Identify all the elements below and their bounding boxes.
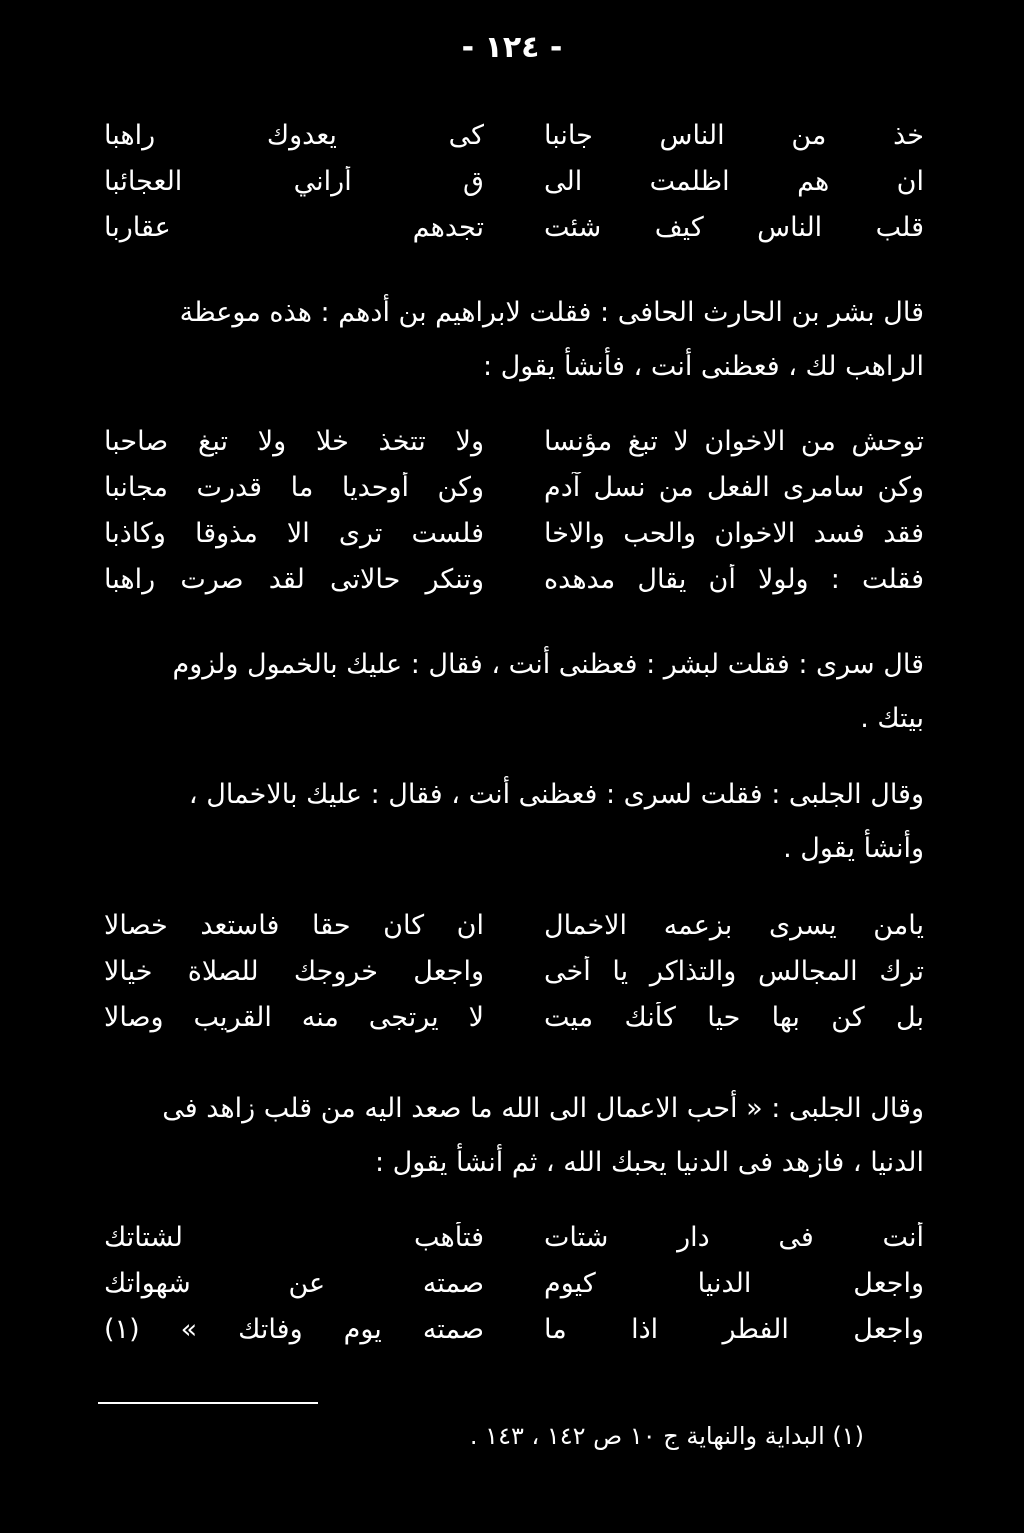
second-hemistich: لا يرتجى منه القريب وصالا <box>104 1001 484 1033</box>
second-hemistich: كى يعدوك راهبا <box>104 119 484 151</box>
text-line: قال سرى : فقلت لبشر : فعظنى أنت ، فقال : عليك بالخمول ولزوم <box>172 649 924 680</box>
verse <box>104 204 924 250</box>
page-number: - ١٢٤ - <box>461 30 563 65</box>
first-hemistich: ان هم اظلمت الى <box>544 165 924 197</box>
poem-1 <box>104 112 924 250</box>
second-hemistich: ولا تتخذ خلا ولا تبغ صاحبا <box>104 425 484 457</box>
text-line: وقال الجلبى : فقلت لسرى : فعظنى أنت ، فقال : عليك بالاخمال ، <box>188 779 924 810</box>
verse <box>104 1214 924 1260</box>
verse <box>104 1260 924 1306</box>
first-hemistich: فقلت : ولولا أن يقال مدهده <box>544 563 924 595</box>
footnote: (١) البداية والنهاية ج ١٠ ص ١٤٢ ، ١٤٣ . <box>469 1422 864 1450</box>
second-hemistich: واجعل خروجك للصلاة خيالا <box>104 955 484 987</box>
text-line: بيتك . <box>860 703 924 734</box>
paragraph-1 <box>94 286 924 394</box>
second-hemistich: ان كان حقا فاستعد خصالا <box>104 909 484 941</box>
second-hemistich: صمته يوم وفاتك » (١) <box>104 1313 484 1345</box>
verse <box>104 902 924 948</box>
verse <box>104 418 924 464</box>
verse <box>104 1306 924 1352</box>
first-hemistich: ترك المجالس والتذاكر يا أخى <box>544 955 924 987</box>
paragraph-2 <box>94 638 924 746</box>
verse <box>104 994 924 1040</box>
footnote-divider <box>98 1402 318 1404</box>
first-hemistich: واجعل الفطر اذا ما <box>544 1313 924 1345</box>
poem-2 <box>104 418 924 602</box>
text-line: الراهب لك ، فعظنى أنت ، فأنشأ يقول : <box>482 351 924 382</box>
text-line: قال بشر بن الحارث الحافى : فقلت لابراهيم بن أدهم : هذه موعظة <box>179 297 924 328</box>
first-hemistich: وكن سامرى الفعل من نسل آدم <box>544 471 924 503</box>
first-hemistich: يامن يسرى بزعمه الاخمال <box>544 909 924 941</box>
first-hemistich: واجعل الدنيا كيوم <box>544 1267 924 1299</box>
first-hemistich: فقد فسد الاخوان والحب والاخا <box>544 517 924 549</box>
poem-3 <box>104 902 924 1040</box>
first-hemistich: أنت فى دار شتات <box>544 1221 924 1253</box>
verse <box>104 464 924 510</box>
verse <box>104 556 924 602</box>
poem-4 <box>104 1214 924 1352</box>
first-hemistich: بل كن بها حيا كأنك ميت <box>544 1001 924 1033</box>
verse <box>104 158 924 204</box>
paragraph-4 <box>94 1082 924 1190</box>
second-hemistich: صمته عن شهواتك <box>104 1267 484 1299</box>
first-hemistich: توحش من الاخوان لا تبغ مؤنسا <box>544 425 924 457</box>
second-hemistich: فلست ترى الا مذوقا وكاذبا <box>104 517 484 549</box>
second-hemistich: تجدهم عقاربا <box>104 211 484 243</box>
second-hemistich: ق أراني العجائبا <box>104 165 484 197</box>
second-hemistich: وكن أوحديا ما قدرت مجانبا <box>104 471 484 503</box>
verse <box>104 948 924 994</box>
text-line: وقال الجلبى : « أحب الاعمال الى الله ما صعد اليه من قلب زاهد فى <box>162 1093 924 1124</box>
second-hemistich: وتنكر حالاتى لقد صرت راهبا <box>104 563 484 595</box>
first-hemistich: خذ من الناس جانبا <box>544 119 924 151</box>
text-line: وأنشأ يقول . <box>783 833 924 864</box>
verse <box>104 510 924 556</box>
verse <box>104 112 924 158</box>
second-hemistich: فتأهب لشتاتك <box>104 1221 484 1253</box>
paragraph-3 <box>94 768 924 876</box>
text-line: الدنيا ، فازهد فى الدنيا يحبك الله ، ثم أنشأ يقول : <box>374 1147 924 1178</box>
first-hemistich: قلب الناس كيف شئت <box>544 211 924 243</box>
